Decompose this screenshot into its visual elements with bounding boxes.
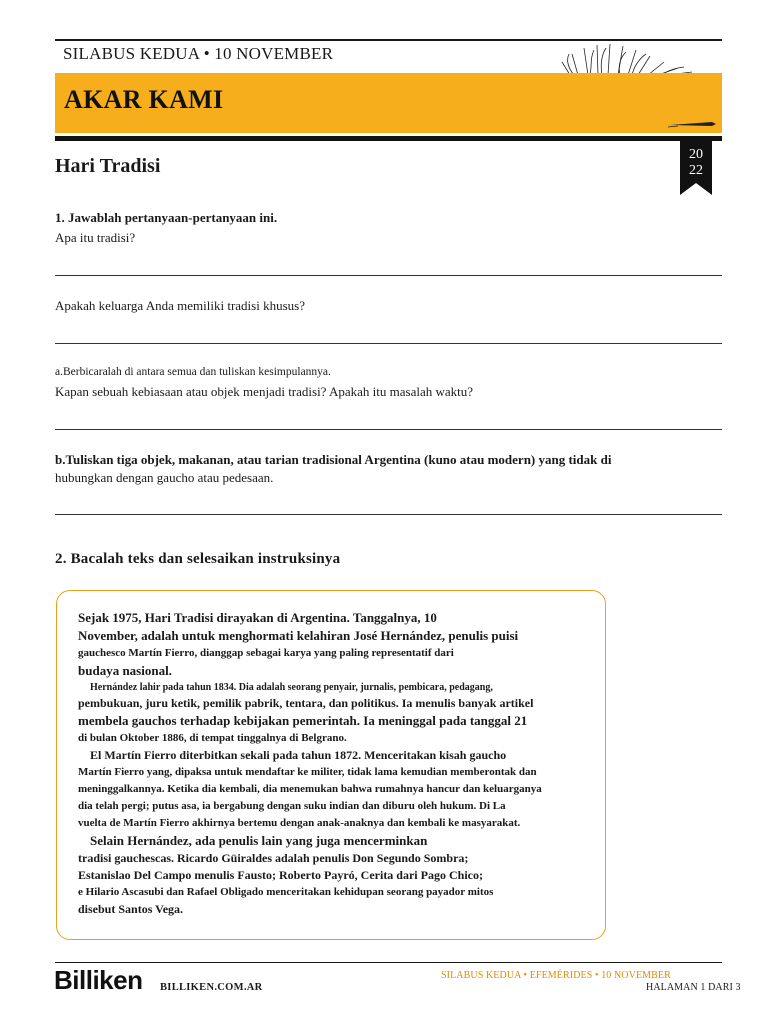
reading-line: disebut Santos Vega. bbox=[78, 902, 184, 916]
question-what-is-tradition: Apa itu tradisi? bbox=[55, 230, 136, 245]
billiken-logo[interactable]: Billiken bbox=[54, 965, 143, 995]
banner-underline bbox=[55, 136, 722, 141]
feather-pen-icon bbox=[668, 117, 718, 129]
ribbon-year-bottom: 22 bbox=[689, 163, 703, 178]
reading-line: Sejak 1975, Hari Tradisi dirayakan di Argentina. Tanggalnya, 10 bbox=[78, 610, 437, 625]
reading-text bbox=[78, 609, 638, 918]
reading-line: Estanislao Del Campo menulis Fausto; Roberto Payró, Cerita dari Pago Chico; bbox=[78, 868, 483, 882]
question-when-tradition: Kapan sebuah kebiasaan atau objek menjadi tradisi? Apakah itu masalah waktu? bbox=[55, 384, 474, 399]
reading-line: meninggalkannya. Ketika dia kembali, dia menemukan bahwa rumahnya hancur dan keluarganya bbox=[78, 783, 542, 795]
reading-line: Martín Fierro yang, dipaksa untuk mendaftar ke militer, tidak lama kemudian memberontak dan bbox=[78, 766, 537, 778]
question-family-tradition: Apakah keluarga Anda memiliki tradisi khusus? bbox=[55, 298, 305, 313]
question2-heading: 2. Bacalah teks dan selesaikan instruksinya bbox=[55, 551, 341, 567]
page-number: HALAMAN 1 DARI 3 bbox=[646, 982, 741, 993]
reading-line: El Martín Fierro diterbitkan sekali pada tahun 1872. Menceritakan kisah gaucho bbox=[90, 748, 507, 762]
reading-line: vuelta de Martín Fierro akhirnya bertemu dengan anak-anaknya dan kembali ke masyarakat. bbox=[78, 817, 521, 829]
syllabus-label: SILABUS KEDUA • 10 NOVEMBER bbox=[63, 44, 334, 63]
footer-syllabus: SILABUS KEDUA • EFEMÉRIDES • 10 NOVEMBER bbox=[441, 970, 671, 981]
reading-line: budaya nasional. bbox=[78, 663, 172, 678]
answer-line-1[interactable] bbox=[55, 275, 722, 276]
reading-line: e Hilario Ascasubi dan Rafael Obligado menceritakan kehidupan seorang payador mitos bbox=[78, 886, 494, 898]
reading-line: tradisi gauchescas. Ricardo Güiraldes adalah penulis Don Segundo Sombra; bbox=[78, 851, 469, 865]
reading-line: gauchesco Martín Fierro, dianggap sebagai karya yang paling representatif dari bbox=[78, 647, 454, 659]
question1-heading: 1. Jawablah pertanyaan-pertanyaan ini. bbox=[55, 210, 278, 225]
answer-line-3[interactable] bbox=[55, 429, 722, 430]
banner-title: AKAR KAMI bbox=[64, 85, 224, 114]
ribbon-year-top: 20 bbox=[689, 147, 703, 162]
answer-line-2[interactable] bbox=[55, 343, 722, 344]
question-discuss-intro: a.Berbicaralah di antara semua dan tuliskan kesimpulannya. bbox=[55, 366, 331, 378]
reading-line: pembukuan, juru ketik, pemilik pabrik, tentara, dan politikus. Ia menulis banyak artikel bbox=[78, 696, 534, 710]
site-link[interactable]: BILLIKEN.COM.AR bbox=[160, 982, 263, 993]
question-list-traditions-bold: b.Tuliskan tiga objek, makanan, atau tarian tradisional Argentina (kuno atau modern) yang tidak di bbox=[55, 452, 612, 467]
reading-line: dia telah pergi; putus asa, ia bergabung dengan suku indian dan diburu oleh hukum. Di La bbox=[78, 800, 506, 812]
footer-rule bbox=[55, 962, 722, 963]
title-banner bbox=[55, 73, 722, 133]
question-list-traditions bbox=[55, 451, 675, 487]
answer-line-4[interactable] bbox=[55, 514, 722, 515]
reading-line: di bulan Oktober 1886, di tempat tinggalnya di Belgrano. bbox=[78, 732, 347, 744]
question-list-traditions-rest: hubungkan dengan gaucho atau pedesaan. bbox=[55, 470, 274, 485]
reading-line: November, adalah untuk menghormati kelahiran José Hernández, penulis puisi bbox=[78, 628, 519, 643]
sun-rays-illustration bbox=[560, 40, 700, 75]
reading-line: Selain Hernández, ada penulis lain yang juga mencerminkan bbox=[90, 833, 428, 848]
reading-line: membela gauchos terhadap kebijakan pemerintah. Ia meninggal pada tanggal 21 bbox=[78, 713, 528, 728]
reading-line: Hernández lahir pada tahun 1834. Dia adalah seorang penyair, jurnalis, pembicara, pedagang, bbox=[90, 682, 493, 693]
page-title: Hari Tradisi bbox=[55, 155, 161, 177]
